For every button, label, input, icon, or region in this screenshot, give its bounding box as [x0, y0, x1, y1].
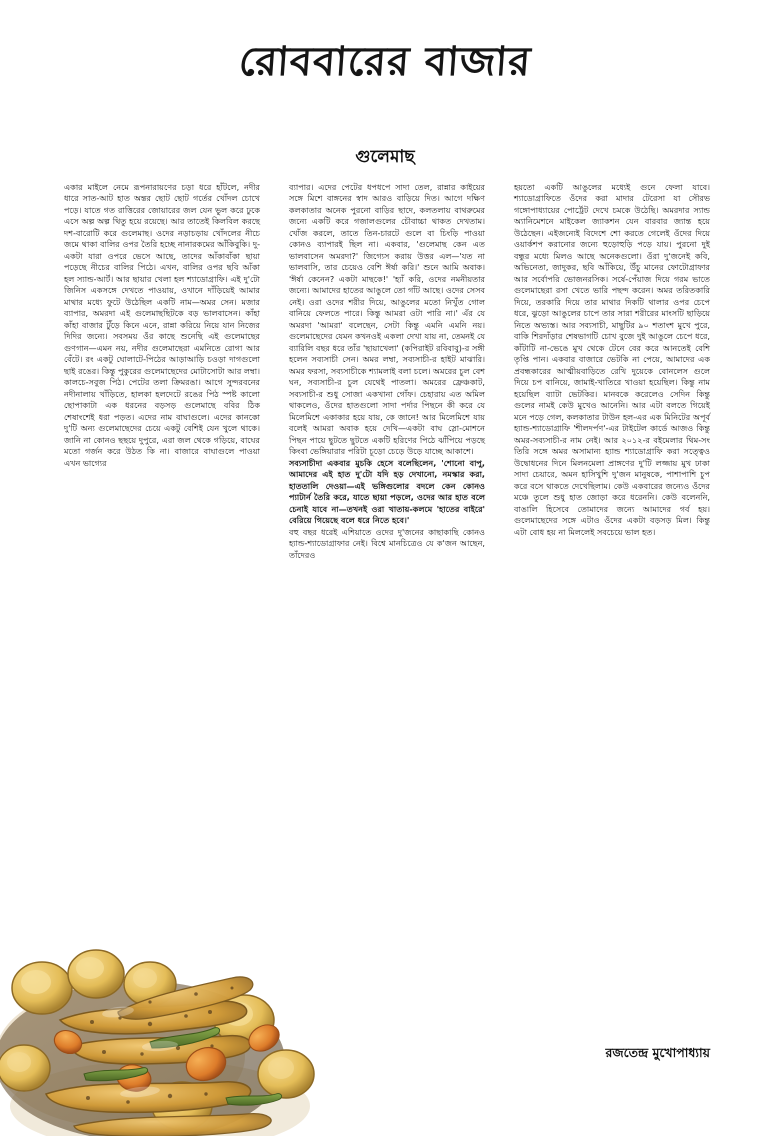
column-2-text-part-1: ব্যাপার। এদের পেটের ধপধপে সাদা তেল, রান্নার কাইয়ের সঙ্গে মিশে বাঙ্গনের স্বাদ আরও বাড়িয়ে দিত। আগে দক্ষিণ কলকাতার অনেক পুরনো বাড়ির ছাদে, কলতলায় বাথরুমের জন্যে একটি করে গজালগুলের চৌবাচ্চা থাকত দেখতাম। খোঁজ করলে, তাতে তিন-চারটে গুলে বা চিংড়ি পাওয়া কোনও ব্যাপারই ছিল না। একবার, 'গুলেমাছ কেন এত ভালবাসেন অমরদা?' জিগ্যেস করায় উত্তর এল—'যত না ভালবাসি, তার চেয়েও বেশি ঈর্ষা করি।' শুনে আমি অবাক। 'ঈর্ষা কেনেন? একটা মাছকে!' 'হ্যাঁ করি, ওদের নমনীয়তার জন্যে। আমাদের হাতের আঙুলে তো গাঁট আছে। ওদের সেসব নেই। ওরা ওদের শরীর দিয়ে, আঙুলের মতো নিখুঁত গোল বানিয়ে ফেলতে পারে। কিন্তু আমরা ওটা পারি না।' এঁর যে অমরদা 'আমরা' বলেছেন, সেটা কিন্তু এমনি এমনি নয়। গুলেমাছেদের যেমন কখনওই একলা দেখা যায় না, তেমনই যে ব্যারিলি বছর ধরে তাঁর 'ছায়াখেলা' (কপিরাইট রবিবাবু)-র সঙ্গী হলেন সব্যসাচী সেন। অমর লম্বা, সব্যসাচী-র হাইট মাঝারি। অমর ফরসা, সব্যসাচীকে শ্যামলাই বলা চলে। অমরের চুল বেশ ঘন, সব্যসাচী-র চুল যেথেই পাতলা। অমরের ফ্রেঞ্চকাট, সব্যসাচী-র শুধু সোজা একখানা গোঁফ। চেহারায় এত অমিল থাকলেও, ওঁদের হাতগুলো সাদা পর্দার পিছনে কী করে যে মিলেমিশে একাকার হয়ে যায়, কে জানে! আর মিলেমিশে যায় বলেই আমরা অবাক হয়ে দেখি—একটা বাঘ স্লো-মোশনে পিছন পায়ে ছুটতে ছুটতে একটি হরিণের পিঠে ঝাঁপিয়ে পড়ছে কিংবা ভেঙ্গিয়ারার পরিটা চূড়ো চেড়ে উড়ে যাচ্ছে আকাশে। [289, 182, 485, 457]
column-2-text-part-2: বহু বছর ধরেই এশিয়াতে ওদের দু'জনের কাছাকাছি কোনও হ্যান্ড-শ্যাডোগ্রাফার নেই। বিশ্বে মানচিত্রেও যে ক'জন আছেন, তাঁদেরও [289, 526, 485, 560]
column-3-text: হয়তো একটি আঙুলের মধ্যেই গুনে ফেলা যাবে। শ্যাডোগ্রাফিতে ওঁদের করা মাদার টেরেসা যা সৌরভ গঙ্গোপাধ্যায়ের পোর্ট্রেট দেখে চমকে উঠেছি। অমরদার স্যান্ড অ্যানিমেশনে মাইকেল জ্যাকশন যেন বারবার জ্যান্ত হয়ে উঠেছেন। এইজন্যেই বিদেশে শো করতে গেলেই ওঁদের দিয়ে ওয়ার্কশপ করানোর জন্যে হুড়োহুড়ি পড়ে যায়। পুরনো দুই বন্ধুর মধ্যে মিলও আছে অনেকগুলো। ওঁরা দু'জনেই কবি, অভিনেতা, জাদুকর, ছবি আঁকিয়ে, উঁচু মানের ফোটোগ্রাফার আর সর্বোপরি ভোজনরসিক। সর্ষে-পেঁয়াজ দিয়ে গরম ভাতে গুলেমাছেরা রসা খেতে ভারি পছন্দ করেন। অমর তরিতকারি দিয়ে, তরকারি দিয়ে তার মাথার দিকটি থালার ওপর চেপে ধরে, ঝুড়ো আঙুলের চাপে তার সারা শরীরের মাংসটি ছাড়িয়ে নিতে অভ্যস্ত। আর সব্যসাচী, মাছুটির ৯০ শতাংশ মুখে পুরে, বাকি শিরদাঁড়ার শেষভাগটি চোখ বুজে দুই আঙুলে চেপে ধরে, কাঁটাটি না-ভেঙে মুখ থেকে টেনে বের করে আনতেই বেশি তৃপ্তি পান। একবার বাজারে ভেটকি না পেয়ে, আমাদের এক প্রবন্ধকারের আত্মীয়বাড়িতে রেখি দুয়েকে বোনলেস গুলে দিয়ে চপ বানিয়ে, জামাই-খাতিরে খাওয়া হয়েছিল। কিন্তু নাম হয়েছিল ব্যাটা ভেটকির। মানবকে করেলেও সেদিন কিন্তু গুলের নামই কেউ মুখেও আনেনি। আর এটা বলতে গিয়েই মনে পড়ে গেল, কলকাতার টাউন হল-এর এক মিনিটের অপূর্ব হ্যান্ড-শ্যাডোগ্রাফি 'শীলদর্পণ'-এর টাইটেল কার্ডে আজও কিন্তু অমর-সব্যসাচী-র নাম নেই। আর ২০১২-র বইমেলার থিম-সং তিরি সঙ্গে অমর অসামান্য হ্যান্ড শ্যাডোগ্রাফি করা সত্ত্বেও উদ্বোধনের দিনে মিলনমেলা প্রাঙ্গণের দু'টি লজ্জায় মুখ ঢাকা সাদা চেয়ারে, অমন হাসিখুশি দু'জন মানুষকে, পাশাপাশি চুপ করে বসে থাকতে দেখেছিলাম। কেউ একবারের জন্যেও ওঁদের মঞ্চে তুলে শুধু হাত জোড়া করে ধরেননি। কেউ বলেননি, বাঙালি হিসেবে তোমাদের জন্যে আমাদের গর্ব হয়। গুলেমাছেদের সঙ্গে এটাও ওঁদের একটা বড়সড় মিল। কিন্তু এটা বোধ হয় না মিললেই সবচেয়ে ভাল হত। [514, 182, 710, 537]
column-3 [514, 182, 710, 1062]
masthead-title: রোববারের বাজার [237, 39, 533, 85]
article-title: গুলেমাছ [355, 147, 415, 167]
column-1 [64, 182, 260, 812]
author-byline: রজতেন্দ্র মুখোপাধ্যায় [605, 1045, 710, 1061]
column-1-text: একার মাইলে নেমে রূপনারায়ণের চড়া ধরে হাঁটলে, নদীর ধারে সাত-আট হাত অন্তর ছোট ছোট গর্তের খোঁদল চোখে পড়ে। যাতে গত রাত্তিরের জোয়ারের জল যেন ভুল করে ঢুকে এসে অল্প অল্প থিতু হয়ে রয়েছে। আর তাতেই কিলবিল করছে দশ-বারোটি করে গুলেমাছ। ওদের নড়াচড়ায় খোঁদলের নীচে জমে থাকা বালির ওপর তৈরি হচ্ছে নানারকমের আঁকিবুকি। দু-একটা যারা ওপরে ভেসে আছে, তাদের আঁকাবাঁকা ছায়া পড়েছে নীচের বালির পিঠে। এখন, বালির ওপর ছবি আঁকা হল স্যান্ড-আর্ট। আর ছায়ার খেলা হল শ্যাডোগ্রাফি। এই দু'টো জিনিস একসঙ্গে দেখতে পাওয়ায়, ওখানে দাঁড়িয়েই আমার মাথার মধ্যে ফুটে উঠেছিল একটি নাম—অমর সেন। মজার ব্যাপার, অমরদা এই গুলেমাছছিটকে বড় ভালবাসেন। কাঁহা কাঁহা বাজার টুঁড়ে কিনে এনে, রান্না করিয়ে নিয়ে যান নিজের দিদির জন্যে। সবসময় ওঁর কাছে শুনেছি এই গুলেমাছের গুণগান—এমন নয়, নদীর গুলেমাছেরা এমনিতে রোগা আর বেঁটে। রং একটু ঘোলাটে-পিঠের আড়াআড়ি চওড়া দাগগুলো ছাই রঙের। কিন্তু পুকুরের গুলেমাছেদের মোটাসোটা আর লম্বা। কালচে-সবুজ পিঠ। পেটের তলা ক্রিমরঙা। আগে সুন্দরবনের নদীনালায় খাঁড়িতে, হালকা হলদেটে রঙের পিঠ স্পষ্ট কালো ছোপাকাটা এক ধরনের বড়সড় গুলেমাছে ববির ঠিক শেষাংশেই ধরা পড়ত। এদের নাম বাঘাগুলে। এদের কানকো দু'টি অন্য গুলেমাছেদের চেয়ে একটু বেশিই যেন খুলে থাকে। জানি না কোনও ছছয়ে দুপুরে, এরা জল থেকে গড়িয়ে, বাঘের মতো গর্জন করে উঠত কি না। বাজারে বাঘাগুলে পাওয়া এখন ভাগ্যের [64, 182, 260, 468]
masthead [0, 39, 770, 90]
column-2 [289, 182, 485, 1062]
fried-gule-fish-dish-photo [0, 806, 318, 1136]
column-2-highlighted-quote: সব্যসাচীদা একবার মুচকি হেসে বলেছিলেন, 'শোনো বাপু, আমাদের এই হাত দু'টো যদি হড় দেখানো, নমস্কার করা, হাততালি দেওয়া—এই ভঙ্গিগুলোর বদলে কেন কোনও প্যাটার্ন তৈরি করে, যাতে ছায়া পড়লে, ওদের আর হাত বলে চেনাই যাবে না—তখনই ওরা খাতায়-কলমে 'হাতের বাইরে' বেরিয়ে গিয়েছে বলে ধরে নিতে হবে।' [289, 457, 485, 526]
